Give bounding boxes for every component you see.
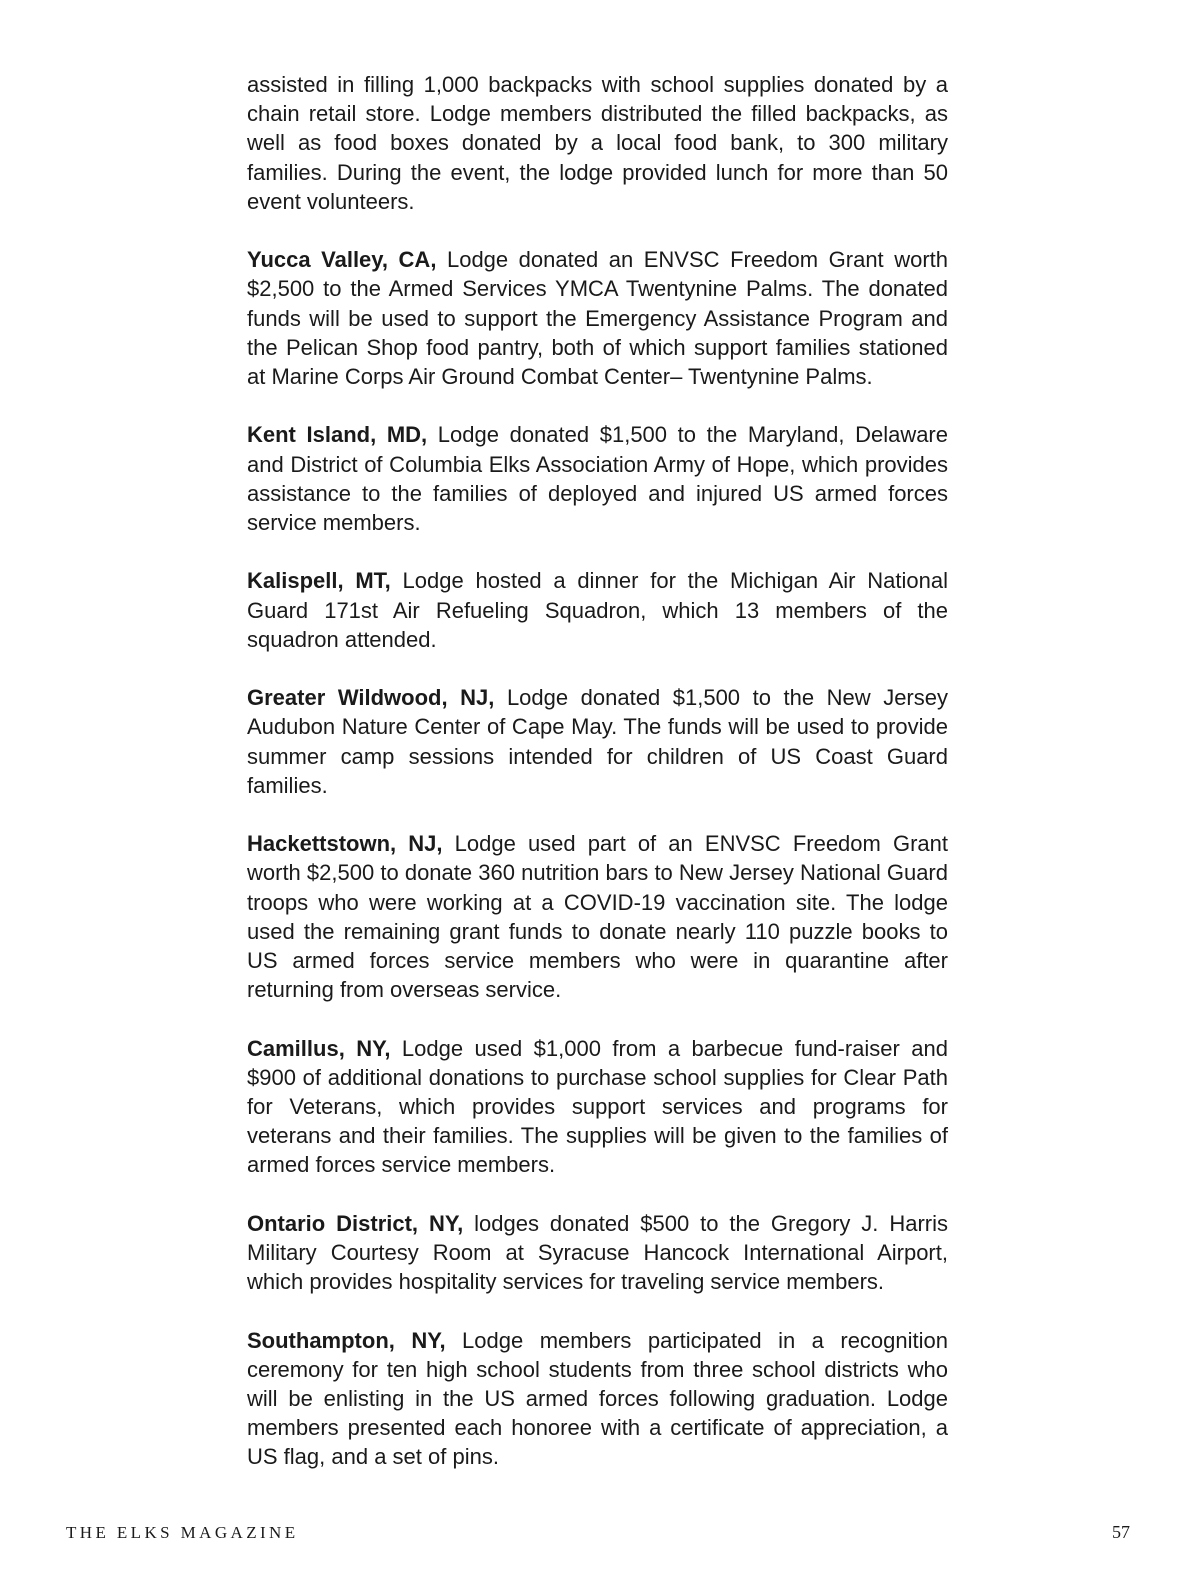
entry-text: Lodge used $1,000 from a barbecue fund-raiser and $900 of additional donations to purchase school supplies for Clear Path for Veterans, which provides support services and programs for veterans and their families. The supplies will be given to the families of armed forces service members. xyxy=(247,1035,949,1178)
article-column xyxy=(247,70,948,1472)
lodge-name: Kalispell, MT, xyxy=(247,568,391,594)
entry-text: Lodge donated $1,500 to the Maryland, Delaware and District of Columbia Elks Association Army of Hope, which provides assistance to the families of deployed and injured US armed forces service members. xyxy=(247,422,948,536)
entry-paragraph xyxy=(247,420,948,537)
lodge-name: Southampton, NY, xyxy=(247,1327,446,1353)
entry-paragraph xyxy=(247,683,948,800)
lodge-name: Greater Wildwood, NJ, xyxy=(247,685,495,711)
entry-text: Lodge donated an ENVSC Freedom Grant worth $2,500 to the Armed Services YMCA Twentynine Palms. The donated funds will be used to support the Emergency Assistance Program and the Pelican Shop food pantry, both of which support families stationed at Marine Corps Air Ground Combat Center– Twentynine Palms. xyxy=(247,247,948,390)
lodge-name: Yucca Valley, CA, xyxy=(247,247,437,273)
entry-paragraph xyxy=(247,566,948,654)
entry-text: Lodge hosted a dinner for the Michigan Air National Guard 171st Air Refueling Squadron, which 13 members of the squadron attended. xyxy=(247,568,948,652)
publication-title: THE ELKS MAGAZINE xyxy=(66,1523,299,1542)
entry-paragraph xyxy=(247,829,948,1004)
entry-text: Lodge members participated in a recognition ceremony for ten high school students from three school districts who will be enlisting in the US armed forces following graduation. Lodge members presented each honoree with a certificate of appreciation, a US flag, and a set of pins. xyxy=(247,1327,948,1470)
continuation-paragraph: assisted in filling 1,000 backpacks with school supplies donated by a chain retail store. Lodge members distributed the filled backpacks, as well as food boxes donated by a local food bank, to 300 military families. During the event, the lodge provided lunch for more than 50 event volunteers. xyxy=(247,72,948,214)
entry-paragraph xyxy=(247,1209,948,1297)
entry-text: Lodge used part of an ENVSC Freedom Grant worth $2,500 to donate 360 nutrition bars to New Jersey National Guard troops who were working at a COVID-19 vaccination site. The lodge used the remaining grant funds to donate nearly 110 puzzle books to US armed forces service members who were in quarantine after returning from overseas service. xyxy=(247,831,948,1003)
lodge-name: Ontario District, NY, xyxy=(247,1210,464,1236)
lodge-name: Camillus, NY, xyxy=(247,1035,391,1061)
lodge-name: Kent Island, MD, xyxy=(247,422,428,448)
entry-text: lodges donated $500 to the Gregory J. Harris Military Courtesy Room at Syracuse Hancock International Airport, which provides hospitality services for traveling service members. xyxy=(247,1210,948,1295)
page-number: 57 xyxy=(1112,1522,1130,1542)
entry-paragraph xyxy=(247,1326,948,1472)
entry-paragraph xyxy=(247,245,948,391)
entry-paragraph xyxy=(247,1034,948,1180)
lodge-name: Hackettstown, NJ, xyxy=(247,831,443,857)
entry-text: Lodge donated $1,500 to the New Jersey Audubon Nature Center of Cape May. The funds will be used to provide summer camp sessions intended for children of US Coast Guard families. xyxy=(247,685,948,798)
